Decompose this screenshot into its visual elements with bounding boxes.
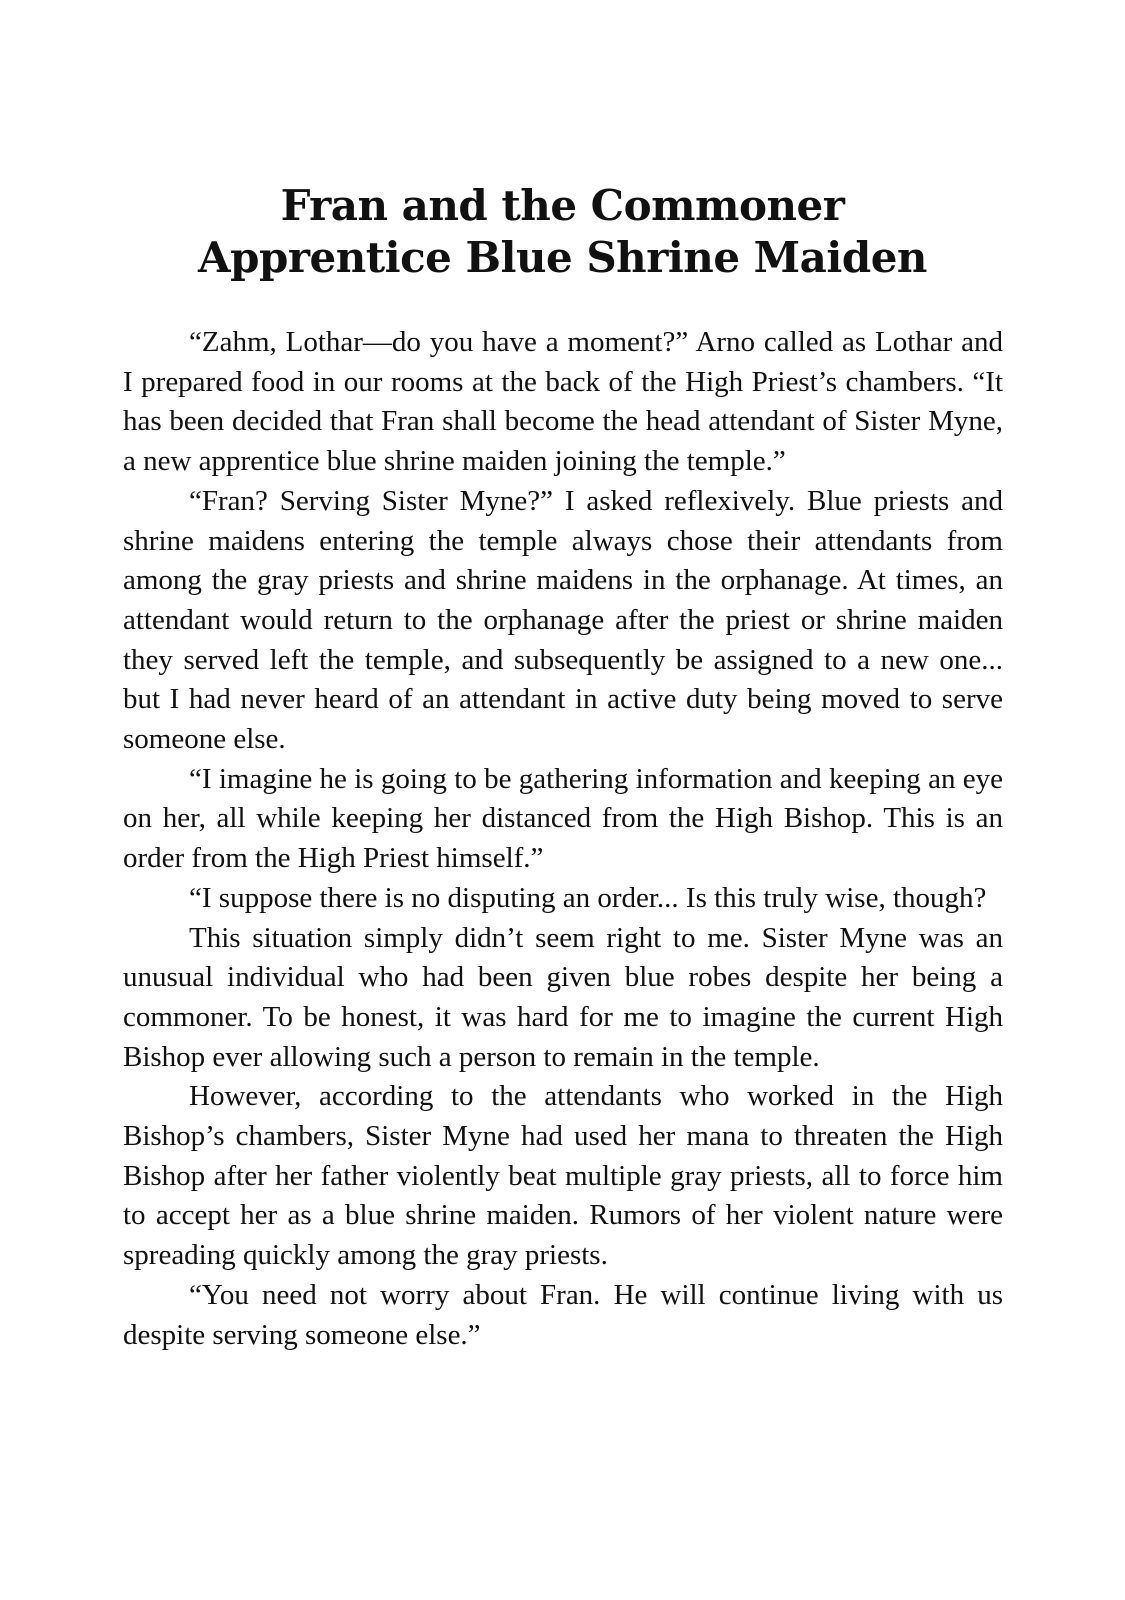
- paragraph: “I imagine he is going to be gathering information and keeping an eye on her, all while keeping her distanced from the High Bishop. This is an order from the High Priest himself.”: [123, 762, 1003, 875]
- paragraph: “Fran? Serving Sister Myne?” I asked reflexively. Blue priests and shrine maidens entering the temple always chose their attendants from among the gray priests and shrine maidens in the orphanage. At times, an attendant would return to the orphanage after the priest or shrine maiden they served left the temple, and subsequently be assigned to a new one... but I had never heard of an attendant in active duty being moved to serve someone else.: [123, 484, 1003, 756]
- paragraph: “I suppose there is no disputing an order... Is this truly wise, though?: [189, 881, 987, 914]
- paragraph: “Zahm, Lothar—do you have a moment?” Arno called as Lothar and I prepared food in our rooms at the back of the High Priest’s chambers. “It has been decided that Fran shall become the head attendant of Sister Myne, a new apprentice blue shrine maiden joining the temple.”: [123, 326, 1003, 478]
- paragraph: However, according to the attendants who worked in the High Bishop’s chambers, Sister Myne had used her mana to threaten the High Bishop after her father violently beat multiple gray priests, all to force him to accept her as a blue shrine maiden. Rumors of her violent nature were spreading quickly among the gray priests.: [123, 1080, 1003, 1272]
- chapter-title: [0, 180, 1125, 284]
- body-text: [123, 323, 1003, 1355]
- chapter-title-line-1: Fran and the Commoner: [280, 181, 845, 230]
- chapter-title-line-2: Apprentice Blue Shrine Maiden: [198, 233, 927, 282]
- paragraph: “You need not worry about Fran. He will continue living with us despite serving someone else.”: [123, 1278, 1003, 1351]
- paragraph: This situation simply didn’t seem right to me. Sister Myne was an unusual individual who had been given blue robes despite her being a commoner. To be honest, it was hard for me to imagine the current High Bishop ever allowing such a person to remain in the temple.: [123, 921, 1003, 1073]
